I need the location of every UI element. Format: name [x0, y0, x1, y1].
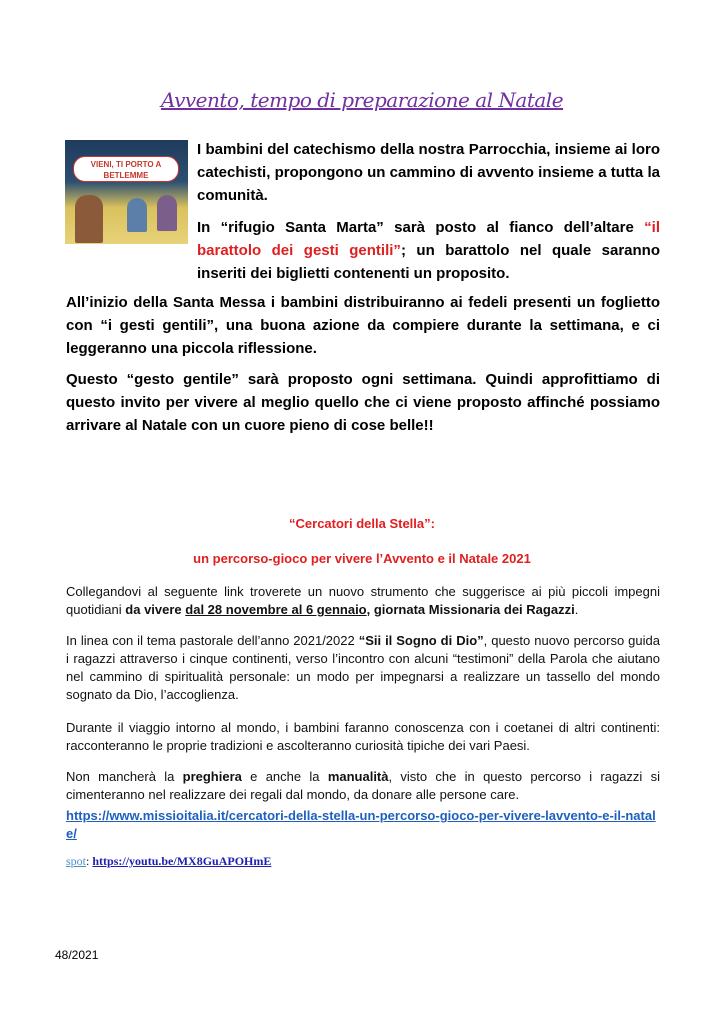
intro-paragraph-2: In “rifugio Santa Marta” sarà posto al fianco dell’altare “il barattolo dei gesti gentili”; un barattolo nel quale saranno inseriti dei biglietti contenenti un proposito.: [197, 219, 660, 282]
book-cover-image: [65, 140, 188, 244]
spot-paragraph: spot: https://youtu.be/MX8GuAPOHmE: [66, 854, 272, 868]
page-title: Avvento, tempo di preparazione al Natale: [160, 88, 564, 112]
section-paragraph-2: In linea con il tema pastorale dell’anno 2021/2022 “Sii il Sogno di Dio”, questo nuovo percorso guida i ragazzi attraverso i cinque continenti, verso l’incontro con alcuni “testimoni” della Parola che aiutano nel cammino di spiritualità personale: un modo per impegnarsi a realizzare un tassello del mondo sognato da Dio, l’accoglienza.: [66, 633, 660, 702]
highlight-jar: “il barattolo dei gesti gentili”: [197, 219, 660, 259]
section-heading: “Cercatori della Stella”:: [289, 516, 435, 531]
intro-paragraph-4: Questo “gesto gentile” sarà proposto ogni settimana. Quindi approfittiamo di questo invito per vivere al meglio quello che ci viene proposto affinché possiamo arrivare al Natale con un cuore pieno di cose belle!!: [66, 371, 660, 434]
section-paragraph-3: Durante il viaggio intorno al mondo, i bambini faranno conoscenza con i coetanei di altri continenti: racconteranno le proprie tradizioni e ascolteranno curiosità tipiche dei vari Paesi.: [66, 720, 660, 753]
missioitalia-link[interactable]: https://www.missioitalia.it/cercatori-della-stella-un-percorso-gioco-per-vivere-lavvento-e-il-natale/: [66, 808, 656, 841]
section-paragraph-1: Collegandovi al seguente link troverete un nuovo strumento che suggerisce ai più piccoli impegni quotidiani da vivere dal 28 novembre al 6 gennaio, giornata Missionaria dei Ragazzi.: [66, 584, 660, 617]
link-paragraph: [66, 807, 660, 843]
intro-paragraph-3: All’inizio della Santa Messa i bambini distribuiranno ai fedeli presenti un foglietto con “i gesti gentili”, una buona azione da compiere durante la settimana, e ci leggeranno una piccola riflessione.: [66, 294, 660, 357]
intro-paragraph-1: I bambini del catechismo della nostra Parrocchia, insieme ai loro catechisti, propongono un cammino di avvento insieme a tutta la comunità.: [197, 141, 660, 204]
youtube-link[interactable]: https://youtu.be/MX8GuAPOHmE: [92, 854, 272, 868]
page-number: 48/2021: [55, 948, 99, 962]
section-subheading: un percorso-gioco per vivere l’Avvento e il Natale 2021: [193, 551, 531, 566]
spot-label: spot: [66, 854, 87, 868]
cover-title: VIENI, TI PORTO A BETLEMME: [73, 156, 179, 182]
section-paragraph-4: Non mancherà la preghiera e anche la manualità, visto che in questo percorso i ragazzi si cimenteranno nel realizzare dei regali dal mondo, da donare alle persone care.: [66, 769, 660, 802]
